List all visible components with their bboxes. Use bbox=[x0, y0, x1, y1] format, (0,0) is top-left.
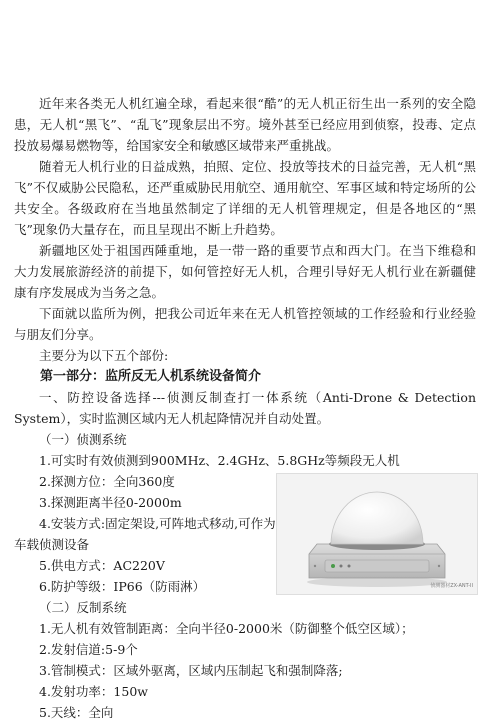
counter-title: （二）反制系统 bbox=[39, 600, 127, 615]
paragraph-xinjiang: 新疆地区处于祖国西陲重地，是一带一路的重要节点和西大门。在当下维稳和大力发展旅游经济的前提下，如何管控好无人机，合理引导好无人机行业在新疆健康有序发展成为当务之急。 bbox=[14, 243, 476, 300]
detect-title: （一）侦测系统 bbox=[39, 432, 127, 447]
paragraph-share: 下面就以监所为例，把我公司近年来在无人机管控领域的工作经验和行业经验与朋友们分享。 bbox=[14, 306, 476, 342]
counter-item-5: 5.天线：全向 bbox=[39, 705, 114, 720]
counter-item-1: 1.无人机有效管制距离：全向半径0-2000米（防御整个低空区域）； bbox=[39, 621, 414, 636]
paragraph-intro: 近年来各类无人机红遍全球，看起来很“酷”的无人机正衍生出一系列的安全隐患，无人机“黑飞”、“乱飞”现象层出不穷。境外甚至已经应用到侦察，投毒、定点投放易爆易燃物等，给国家安全和敏感区域带来严重挑战。 bbox=[14, 96, 476, 153]
detect-item-4: 4.安装方式:固定架设,可阵地式移动,可作为车载侦测设备 bbox=[14, 516, 276, 552]
section1-item1: 一、防控设备选择---侦测反制查打一体系统（Anti-Drone & Detection System），实时监测区域内无人机起降情况并自动处置。 bbox=[14, 390, 476, 426]
detect-item-2: 2.探测方位：全向360度 bbox=[39, 474, 175, 489]
radome-device-icon bbox=[277, 474, 477, 594]
counter-item-4: 4.发射功率：150w bbox=[39, 684, 148, 699]
device-caption: 侦测器材ZX-ANT-II bbox=[430, 583, 473, 589]
device-photo bbox=[276, 473, 478, 595]
detect-item-3: 3.探测距离半径0-2000m bbox=[39, 495, 182, 510]
paragraph-maturity: 随着无人机行业的日益成熟，拍照、定位、投放等技术的日益完善，无人机“黑飞”不仅威胁公民隐私，还严重威胁民用航空、通用航空、军事区域和特定场所的公共安全。各级政府在当地虽然制定了详细的无人机管理规定，但是各地区的“黑飞”现象仍大量存在，而且呈现出不断上升趋势。 bbox=[14, 159, 476, 237]
counter-item-3: 3.管制模式：区域外驱离，区域内压制起飞和强制降落; bbox=[39, 663, 343, 678]
section1-title: 第一部分：监所反无人机系统设备简介 bbox=[40, 369, 262, 384]
intro-line: 主要分为以下五个部份: bbox=[39, 348, 169, 363]
detect-item-5: 5.供电方式：AC220V bbox=[39, 558, 165, 573]
detect-item-6: 6.防护等级：IP66（防雨淋） bbox=[39, 579, 206, 594]
counter-item-2: 2.发射信道:5-9个 bbox=[39, 642, 138, 657]
detect-item-1: 1.可实时有效侦测到900MHz、2.4GHz、5.8GHz等频段无人机 bbox=[39, 453, 400, 468]
document-body bbox=[14, 93, 476, 723]
